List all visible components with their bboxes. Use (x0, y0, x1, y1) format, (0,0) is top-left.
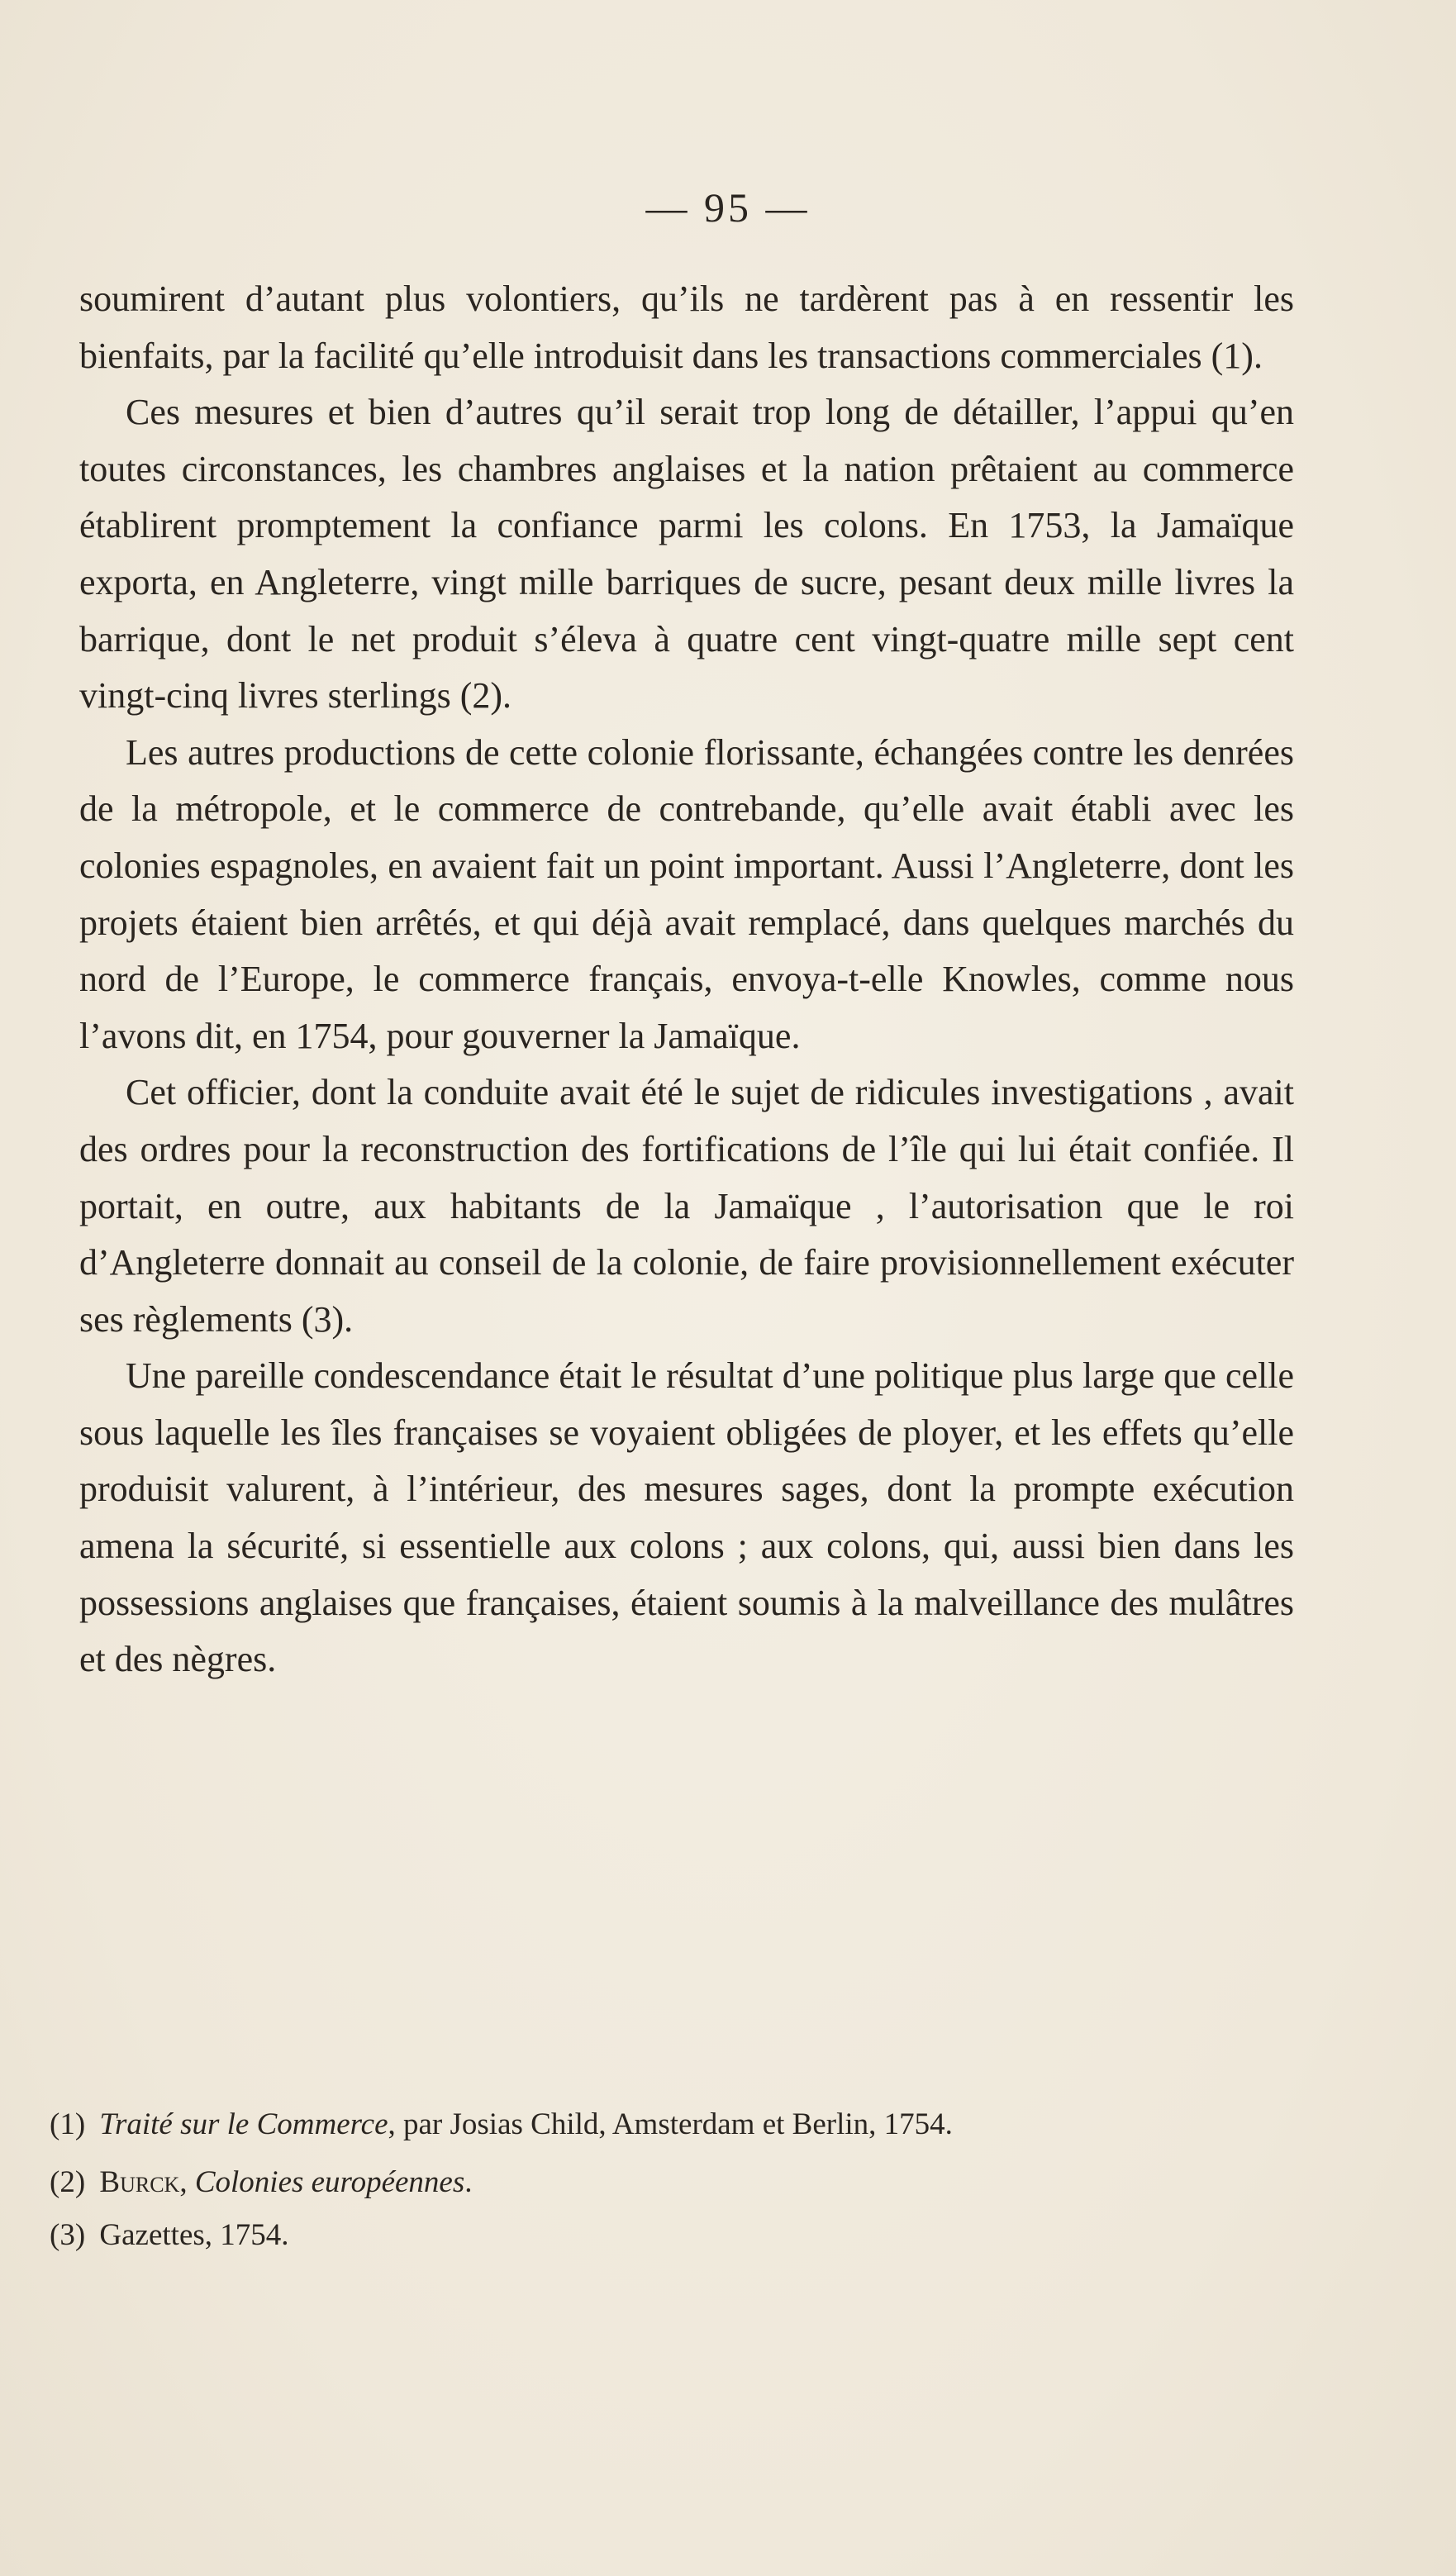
footnote-text: , par Josias Child, Amsterdam et Berlin, 1754. (388, 2107, 953, 2141)
footnote-marker: (3) (50, 2218, 86, 2252)
footnote-marker: (2) (50, 2165, 86, 2199)
paragraph-5: Une pareille condescendance était le résultat d’une politique plus large que celle sous laquelle les îles françaises se voyaient obligées de ployer, et les effets qu’elle produisit valurent, à l’intérieur, des mesures sages, dont la prompte exécution amena la sécurité, si essentielle aux colons ; aux colons, qui, aussi bien dans les possessions anglaises que françaises, étaient soumis à la malveillance des mulâtres et des nègres. (79, 1355, 1294, 1680)
footnote-author: Burck (99, 2165, 180, 2199)
footnote-title: Colonies européennes (194, 2165, 465, 2199)
footnote-title: Traité sur le Commerce (99, 2107, 388, 2141)
paragraph-2: Ces mesures et bien d’autres qu’il serait trop long de détailler, l’appui qu’en toutes circonstances, les chambres anglaises et la nation prêtaient au commerce établirent promptement la confiance parmi les colons. En 1753, la Jamaïque exporta, en Angleterre, vingt mille barriques de sucre, pesant deux mille livres la barrique, dont le net produit s’éleva à quatre cent vingt-quatre mille sept cent vingt-cinq livres sterlings (2). (79, 392, 1294, 717)
footnotes (50, 2104, 1297, 2256)
footnote-3 (50, 2215, 1297, 2256)
footnote-1 (50, 2104, 1297, 2145)
footnote-text: . (464, 2165, 473, 2199)
page-number: — 95 — (645, 184, 811, 231)
footnote-2: (2) Burck, Colonies européennes. (50, 2165, 473, 2199)
footnote-marker: (1) (50, 2107, 86, 2141)
paragraph-4: Cet officier, dont la conduite avait été le sujet de ridicules investigations , avait des ordres pour la reconstruction des fortifications de l’île qui lui était confiée. Il portait, en outre, aux habitants de la Jamaïque , l’autorisation que le roi d’Angleterre donnait au conseil de la colonie, de faire provisionnellement exécuter ses règlements (3). (79, 1072, 1294, 1340)
main-text (79, 271, 1294, 1688)
paragraph-3: Les autres productions de cette colonie florissante, échangées contre les denrées de la métropole, et le commerce de contrebande, qu’elle avait établi avec les colonies espagnoles, en avaient fait un point important. Aussi l’Angleterre, dont les projets étaient bien arrêtés, et qui déjà avait remplacé, dans quelques marchés du nord de l’Europe, le commerce français, envoya-t-elle Knowles, comme nous l’avons dit, en 1754, pour gouverner la Jamaïque. (79, 731, 1294, 1056)
footnote-text: Gazettes, 1754. (99, 2218, 289, 2252)
paragraph-1: soumirent d’autant plus volontiers, qu’ils ne tardèrent pas à en ressentir les bienfaits, par la facilité qu’elle introduisit dans les transactions commerciales (1). (79, 279, 1294, 376)
